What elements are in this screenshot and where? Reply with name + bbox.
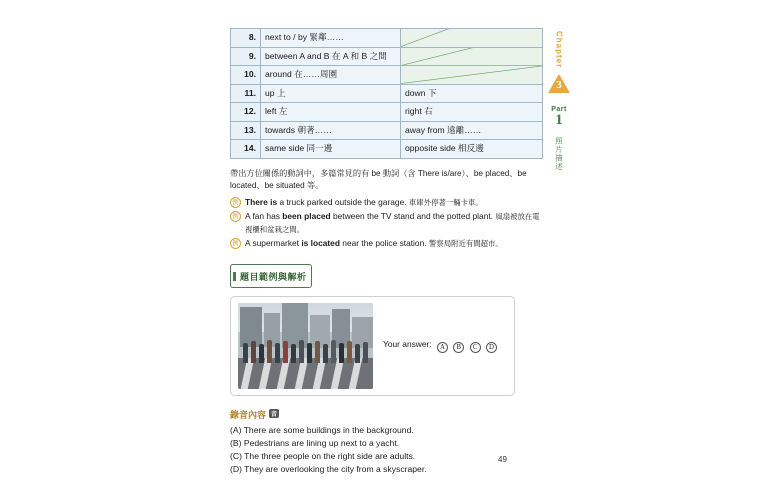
row-term-b: down 下 <box>401 84 543 103</box>
photo-person <box>363 342 368 363</box>
diagonal-strike-icon <box>401 29 542 47</box>
photo-person <box>323 344 328 363</box>
row-term-b <box>401 29 543 48</box>
photo-person <box>347 341 352 363</box>
script-title-row <box>230 408 542 421</box>
section-header-label: 題目範例與解析 <box>240 271 307 282</box>
row-term-b: right 右 <box>401 103 543 122</box>
script-line: (A) There are some buildings in the background. <box>230 424 414 435</box>
photo-person <box>299 340 304 363</box>
table-row <box>231 103 543 122</box>
table-row <box>231 121 543 140</box>
part-label: Part <box>551 106 567 113</box>
row-number: 11. <box>231 84 261 103</box>
photo-person <box>243 343 248 363</box>
diagonal-strike-icon <box>401 48 542 66</box>
example-text: There is a truck parked outside the garage. 車庫外停著一輛卡車。 <box>245 197 483 208</box>
table-row <box>231 84 543 103</box>
question-card <box>230 296 515 396</box>
answer-option-c[interactable]: C <box>470 342 481 353</box>
photo-person <box>267 340 272 363</box>
row-term-a: around 在……周圍 <box>261 66 401 85</box>
photo-person <box>275 343 280 363</box>
row-term-a: left 左 <box>261 103 401 122</box>
row-number: 12. <box>231 103 261 122</box>
example-item <box>230 210 542 235</box>
table-row <box>231 29 543 48</box>
answer-option-a[interactable]: A <box>437 342 448 353</box>
row-term-b: away from 遠離…… <box>401 121 543 140</box>
photo-person <box>291 344 296 363</box>
script-line: (C) The three people on the right side are adults. <box>230 451 416 462</box>
photo-pedestrian-crowd <box>238 339 373 363</box>
example-item <box>230 196 542 209</box>
photo-person <box>307 343 312 363</box>
example-text: A supermarket is located near the police station. 警察局附近有間超市。 <box>245 238 503 249</box>
photo-person <box>331 340 336 363</box>
script-line: (D) They are overlooking the city from a skyscraper. <box>230 464 427 475</box>
chapter-side-tab <box>548 30 570 177</box>
row-term-b <box>401 66 543 85</box>
photo-person <box>259 344 264 363</box>
photo-person <box>283 341 288 363</box>
row-term-b <box>401 47 543 66</box>
example-marker-icon: 例 <box>230 238 241 249</box>
example-item <box>230 237 542 250</box>
explanatory-note: 帶出方位關係的動詞中，多篇常見的有 be 動詞（含 There is/are）、be placed、be located、be situated 等。 <box>230 168 527 190</box>
script-title: 錄音內容 <box>230 409 267 420</box>
preposition-table <box>230 28 543 159</box>
example-text: A fan has been placed between the TV stand and the potted plant. 風扇被放在電視櫃和盆栽之間。 <box>245 211 540 235</box>
section-header <box>230 264 312 288</box>
script-lines <box>230 424 542 477</box>
photo-person <box>251 341 256 363</box>
row-term-b: opposite side 相反邊 <box>401 140 543 159</box>
diagonal-strike-icon <box>401 66 542 84</box>
table-row <box>231 66 543 85</box>
row-number: 10. <box>231 66 261 85</box>
script-line: (B) Pedestrians are lining up next to a yacht. <box>230 437 400 448</box>
row-term-a: towards 朝著…… <box>261 121 401 140</box>
chapter-number-badge <box>548 72 570 96</box>
table-row <box>231 140 543 159</box>
row-term-a: next to / by 緊鄰…… <box>261 29 401 48</box>
table-row <box>231 47 543 66</box>
row-term-a: same side 同一邊 <box>261 140 401 159</box>
chapter-label: Chapter <box>554 31 564 69</box>
chapter-number: 3 <box>556 79 562 91</box>
page-content <box>230 28 542 477</box>
page-number: 49 <box>498 455 507 464</box>
photo-person <box>339 343 344 363</box>
section-bar-icon <box>233 272 236 281</box>
example-marker-icon: 例 <box>230 197 241 208</box>
part-number: 1 <box>555 112 563 128</box>
row-number: 8. <box>231 29 261 48</box>
example-sentences <box>230 196 542 250</box>
row-number: 13. <box>231 121 261 140</box>
photo-person <box>315 341 320 363</box>
row-term-a: up 上 <box>261 84 401 103</box>
example-marker-icon: 例 <box>230 211 241 222</box>
answer-option-b[interactable]: B <box>453 342 464 353</box>
row-term-a: between A and B 在 A 和 B 之間 <box>261 47 401 66</box>
answer-row <box>373 339 507 353</box>
row-number: 9. <box>231 47 261 66</box>
answer-label: Your answer: <box>383 338 432 349</box>
part-subtitle: 照片描述 <box>554 137 564 171</box>
answer-option-d[interactable]: D <box>486 342 497 353</box>
audio-badge-icon: 音 <box>269 409 279 418</box>
row-number: 14. <box>231 140 261 159</box>
question-photo <box>238 303 373 389</box>
photo-person <box>355 344 360 363</box>
